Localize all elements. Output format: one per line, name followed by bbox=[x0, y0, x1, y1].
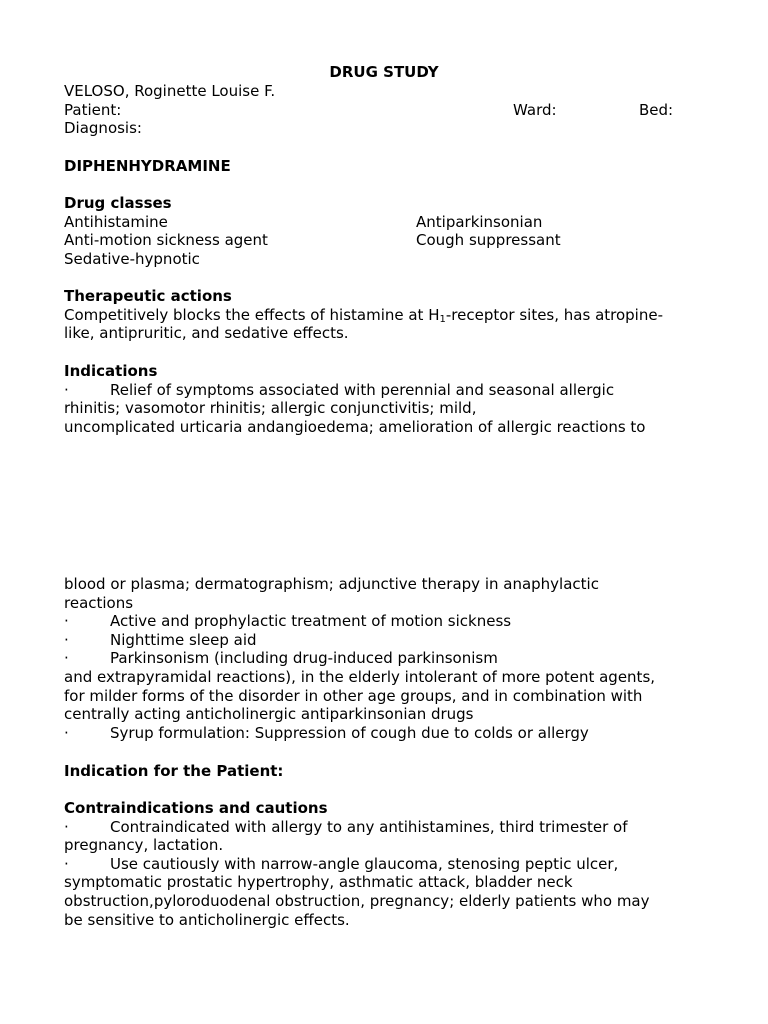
indication-item bbox=[64, 724, 724, 743]
therapeutic-actions-heading: Therapeutic actions bbox=[64, 287, 232, 305]
indication-text: Syrup formulation: Suppression of cough due to colds or allergy bbox=[110, 723, 589, 742]
drug-class-item: Antiparkinsonian bbox=[416, 212, 543, 231]
bed-label: Bed: bbox=[639, 100, 674, 119]
indications-section bbox=[64, 362, 724, 436]
bullet: · bbox=[64, 612, 69, 631]
therapeutic-actions-text bbox=[64, 306, 724, 325]
subscript: 1 bbox=[439, 313, 446, 325]
indication-text: blood or plasma; dermatographism; adjunctive therapy in anaphylactic bbox=[64, 575, 599, 593]
drug-class-item: Sedative-hypnotic bbox=[64, 249, 200, 268]
text-run: -receptor sites, has atropine- bbox=[445, 305, 663, 324]
indication-text: uncomplicated urticaria andangioedema; amelioration of allergic reactions to bbox=[64, 417, 646, 436]
patient-row bbox=[64, 101, 724, 120]
header-info bbox=[64, 82, 724, 138]
contraindication-item bbox=[64, 855, 724, 874]
bullet: · bbox=[64, 649, 69, 668]
patient-label: Patient: bbox=[64, 100, 122, 119]
contraindication-text: obstruction,pyloroduodenal obstruction, pregnancy; elderly patients who may bbox=[64, 891, 650, 910]
indication-for-patient-heading: Indication for the Patient: bbox=[64, 762, 284, 780]
indication-text: rhinitis; vasomotor rhinitis; allergic conjunctivitis; mild, bbox=[64, 399, 477, 418]
bullet: · bbox=[64, 630, 69, 649]
drug-name: DIPHENHYDRAMINE bbox=[64, 157, 231, 175]
contraindication-text: symptomatic prostatic hypertrophy, asthmatic attack, bladder neck bbox=[64, 873, 573, 892]
indication-text: Parkinsonism (including drug-induced parkinsonism bbox=[110, 649, 498, 668]
contraindication-text: Contraindicated with allergy to any antihistamines, third trimester of bbox=[110, 817, 628, 836]
ward-label: Ward: bbox=[513, 100, 557, 119]
bullet: · bbox=[64, 817, 69, 836]
drug-class-row bbox=[64, 213, 724, 232]
bullet: · bbox=[64, 854, 69, 873]
contraindication-text: Use cautiously with narrow-angle glaucoma, stenosing peptic ulcer, bbox=[110, 854, 619, 873]
drug-classes-heading: Drug classes bbox=[64, 194, 172, 212]
contraindications-heading: Contraindications and cautions bbox=[64, 799, 328, 817]
contraindication-text: pregnancy, lactation. bbox=[64, 836, 224, 855]
bullet: · bbox=[64, 380, 69, 399]
drug-class-item: Anti-motion sickness agent bbox=[64, 231, 268, 250]
indication-item bbox=[64, 631, 724, 650]
contraindications-section bbox=[64, 799, 724, 929]
contraindication-item bbox=[64, 818, 724, 837]
drug-class-item: Cough suppressant bbox=[416, 231, 561, 250]
indications-continued bbox=[64, 575, 724, 742]
drug-class-row bbox=[64, 250, 724, 269]
therapeutic-actions-section bbox=[64, 287, 724, 343]
indication-text: and extrapyramidal reactions), in the elderly intolerant of more potent agents, bbox=[64, 667, 656, 686]
indication-text: Active and prophylactic treatment of motion sickness bbox=[110, 612, 512, 631]
indication-item bbox=[64, 612, 724, 631]
drug-class-item: Antihistamine bbox=[64, 212, 168, 231]
indication-text: reactions bbox=[64, 593, 134, 612]
drug-class-row bbox=[64, 231, 724, 250]
student-name: VELOSO, Roginette Louise F. bbox=[64, 82, 276, 100]
text-run: Competitively blocks the effects of histamine at H bbox=[64, 305, 440, 324]
document-title: DRUG STUDY bbox=[329, 63, 439, 81]
therapeutic-actions-text: like, antipruritic, and sedative effects. bbox=[64, 324, 349, 343]
indication-text: for milder forms of the disorder in other age groups, and in combination with bbox=[64, 686, 643, 705]
indication-text: Relief of symptoms associated with perennial and seasonal allergic bbox=[110, 380, 615, 399]
indication-text: centrally acting anticholinergic antiparkinsonian drugs bbox=[64, 705, 474, 724]
indication-item bbox=[64, 381, 724, 400]
bullet: · bbox=[64, 723, 69, 742]
indications-heading: Indications bbox=[64, 362, 158, 380]
indication-item bbox=[64, 649, 724, 668]
indication-text: Nighttime sleep aid bbox=[110, 630, 257, 649]
contraindication-text: be sensitive to anticholinergic effects. bbox=[64, 910, 350, 929]
diagnosis-label: Diagnosis: bbox=[64, 119, 142, 138]
drug-classes-section bbox=[64, 194, 724, 268]
